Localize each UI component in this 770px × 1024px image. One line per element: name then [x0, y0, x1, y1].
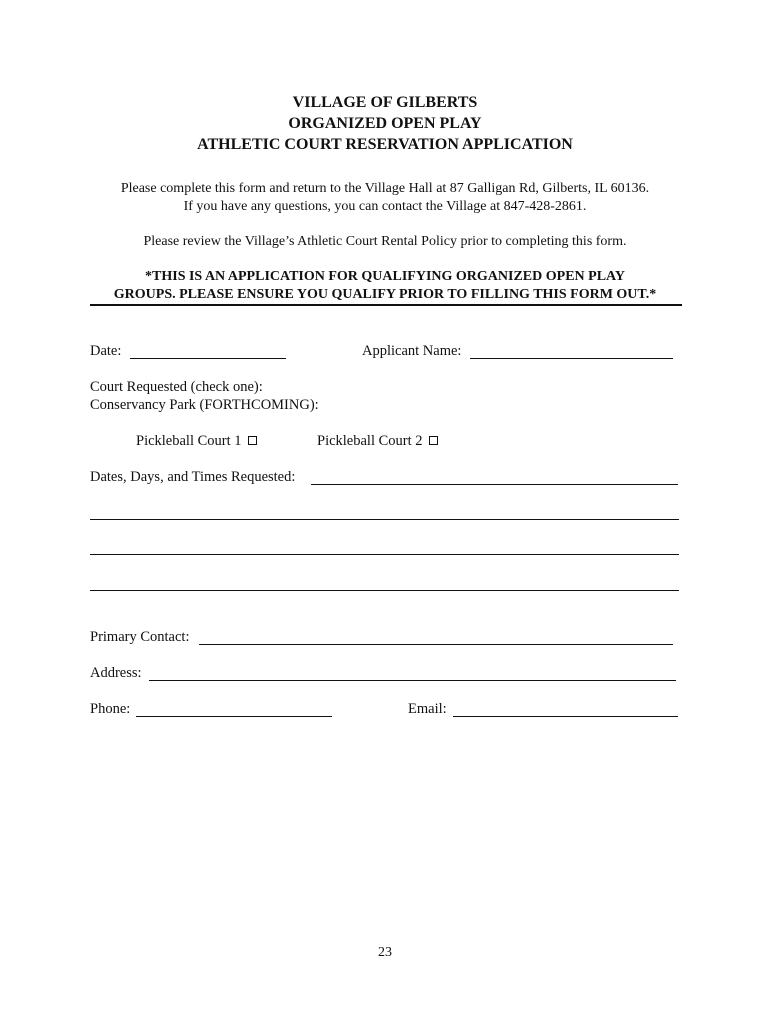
conservancy-park-label: Conservancy Park (FORTHCOMING):: [90, 397, 319, 413]
address-label: Address:: [90, 665, 142, 681]
intro-contact: If you have any questions, you can contact the Village at 847-428-2861.: [183, 199, 587, 214]
page-number: 23: [378, 945, 392, 960]
pickleball-court-1-option[interactable]: [136, 433, 257, 450]
dates-requested-field[interactable]: [311, 484, 678, 485]
dates-requested-line-2[interactable]: [90, 519, 679, 520]
court-requested-label: Court Requested (check one):: [90, 379, 263, 395]
email-field[interactable]: [453, 716, 678, 717]
date-label: Date:: [90, 343, 122, 359]
dates-requested-line-3[interactable]: [90, 554, 679, 555]
applicant-name-label: Applicant Name:: [362, 343, 462, 359]
dates-requested-label: Dates, Days, and Times Requested:: [90, 469, 296, 485]
title-application: ATHLETIC COURT RESERVATION APPLICATION: [197, 136, 573, 153]
date-field[interactable]: [130, 358, 286, 359]
phone-label: Phone:: [90, 701, 131, 717]
pickleball-court-2-label: Pickleball Court 2: [317, 433, 423, 449]
email-label: Email:: [408, 701, 447, 717]
notice-line-2: GROUPS. PLEASE ENSURE YOU QUALIFY PRIOR TO FILLING THIS FORM OUT.*: [113, 287, 657, 302]
title-open-play: ORGANIZED OPEN PLAY: [288, 115, 482, 132]
notice-line-1: *THIS IS AN APPLICATION FOR QUALIFYING ORGANIZED OPEN PLAY: [145, 269, 625, 284]
title-village: VILLAGE OF GILBERTS: [292, 94, 478, 111]
phone-field[interactable]: [136, 716, 332, 717]
primary-contact-label: Primary Contact:: [90, 629, 190, 645]
applicant-name-field[interactable]: [470, 358, 673, 359]
pickleball-court-1-label: Pickleball Court 1: [136, 433, 242, 449]
intro-policy: Please review the Village’s Athletic Court Rental Policy prior to completing this form.: [143, 234, 627, 249]
pickleball-court-2-option[interactable]: [317, 433, 438, 450]
primary-contact-field[interactable]: [199, 644, 673, 645]
dates-requested-line-4[interactable]: [90, 590, 679, 591]
section-divider: [90, 304, 682, 306]
intro-instructions: Please complete this form and return to the Village Hall at 87 Galligan Rd, Gilberts, IL 60136.: [120, 181, 650, 196]
address-field[interactable]: [149, 680, 676, 681]
pickleball-court-2-checkbox[interactable]: [429, 436, 438, 445]
pickleball-court-1-checkbox[interactable]: [248, 436, 257, 445]
